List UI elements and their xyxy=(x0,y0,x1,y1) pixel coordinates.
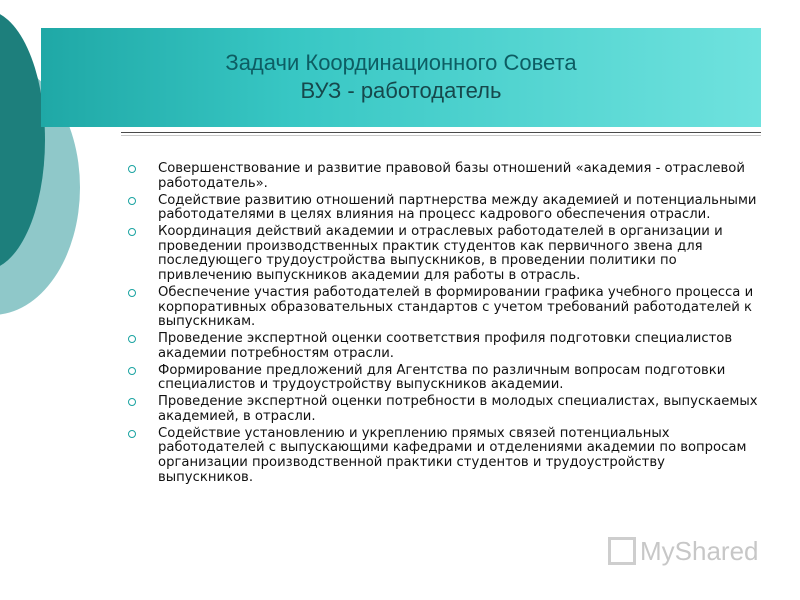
title-divider xyxy=(121,132,761,133)
list-item xyxy=(128,162,758,191)
watermark-text: MyShared xyxy=(640,536,759,566)
ring-bullet-icon xyxy=(128,228,136,236)
list-item-text: Формирование предложений для Агентства по различным вопросам подготовки специалистов и трудоустройству выпускников академии. xyxy=(158,362,726,393)
ring-bullet-icon xyxy=(128,335,136,343)
watermark-box-icon xyxy=(608,537,636,565)
ring-bullet-icon xyxy=(128,367,136,375)
list-item xyxy=(128,194,758,223)
list-item xyxy=(128,364,758,393)
ring-bullet-icon xyxy=(128,430,136,438)
list-item-text: Обеспечение участия работодателей в формировании графика учебного процесса и корпоративных образовательных стандартов с учетом требований работодателей к выпускникам. xyxy=(158,284,754,330)
list-item xyxy=(128,427,758,485)
list-item xyxy=(128,286,758,330)
slide-title-line2: ВУЗ - работодатель xyxy=(300,78,502,103)
ring-bullet-icon xyxy=(128,289,136,297)
list-item-text: Содействие развитию отношений партнерства между академией и потенциальными работодателями в целях влияния на процесс кадрового обеспечения отрасли. xyxy=(158,192,757,223)
list-item-text: Проведение экспертной оценки потребности в молодых специалистах, выпускаемых академией, в отрасли. xyxy=(158,394,758,424)
list-item xyxy=(128,395,758,424)
list-item xyxy=(128,225,758,283)
ring-bullet-icon xyxy=(128,165,136,173)
ring-bullet-icon xyxy=(128,197,136,205)
list-item-text: Координация действий академии и отраслевых работодателей в организации и проведении производственных практик студентов как первичного звена для последующего трудоустройства выпускников, в проведении политики по привлечению выпускников академии для работы в отрасль. xyxy=(158,224,723,283)
list-item-text: Совершенствование и развитие правовой базы отношений «академия - отраслевой работодатель». xyxy=(158,161,745,191)
title-divider-shadow xyxy=(121,135,761,136)
slide-title-line1: Задачи Координационного Совета xyxy=(225,50,577,75)
list-item xyxy=(128,332,758,361)
list-item-text: Проведение экспертной оценки соответствия профиля подготовки специалистов академии потребностям отрасли. xyxy=(158,331,733,361)
list-item-text: Содействие установлению и укреплению прямых связей потенциальных работодателей с выпускающими кафедрами и отделениями академии по вопросам организации производственной практики студентов и трудоустройству выпускников. xyxy=(158,425,747,485)
slide-title xyxy=(41,49,761,105)
bullet-list xyxy=(128,162,758,485)
ring-bullet-icon xyxy=(128,398,136,406)
watermark-logo xyxy=(608,536,759,567)
slide-content xyxy=(128,162,758,488)
